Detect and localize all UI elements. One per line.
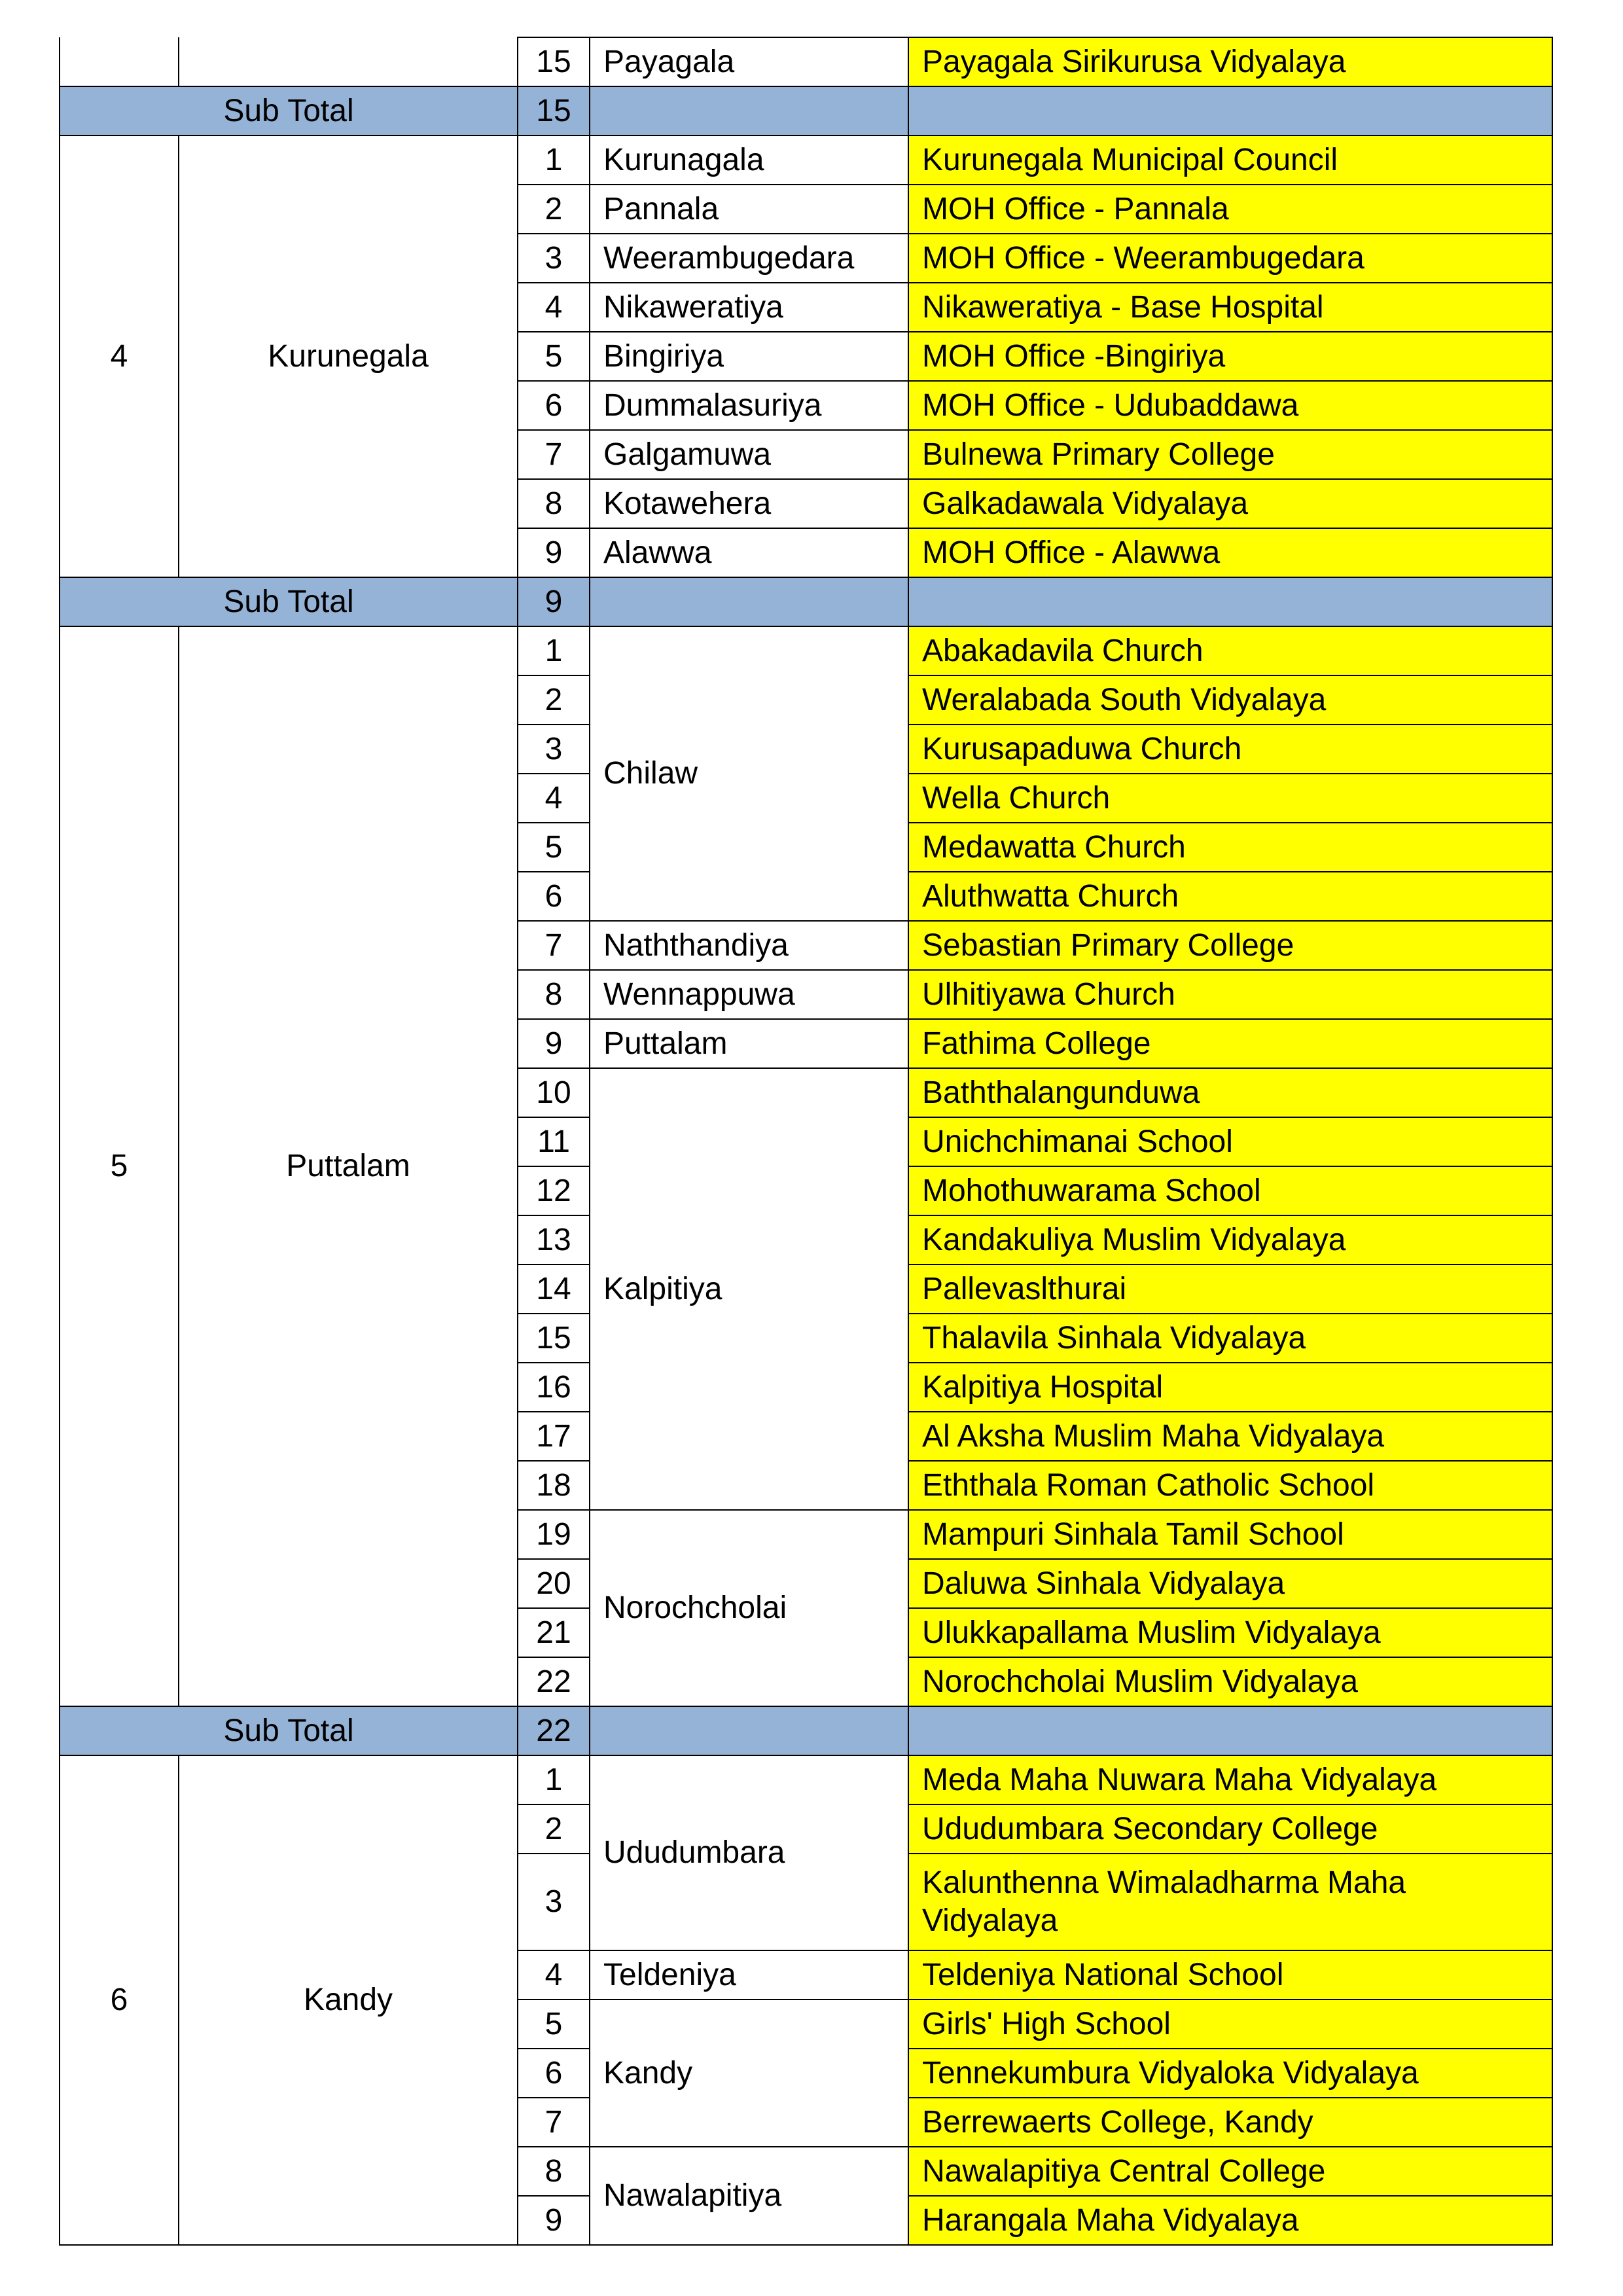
row-number: 6	[518, 872, 590, 921]
subtotal-row	[60, 86, 1552, 135]
blank-cell	[908, 1706, 1552, 1755]
table-row	[60, 37, 1552, 86]
location-cell: Abakadavila Church	[908, 626, 1552, 675]
location-cell: Meda Maha Nuwara Maha Vidyalaya	[908, 1755, 1552, 1804]
row-number: 12	[518, 1166, 590, 1215]
location-cell: Eththala Roman Catholic School	[908, 1461, 1552, 1510]
moh-area: Alawwa	[590, 528, 908, 577]
blank-cell	[590, 577, 908, 626]
row-number: 10	[518, 1068, 590, 1117]
location-cell: Medawatta Church	[908, 823, 1552, 872]
location-cell: Bulnewa Primary College	[908, 430, 1552, 479]
location-cell: Thalavila Sinhala Vidyalaya	[908, 1314, 1552, 1363]
row-number: 17	[518, 1412, 590, 1461]
row-number: 8	[518, 479, 590, 528]
table-row	[60, 135, 1552, 185]
table-row	[60, 626, 1552, 675]
row-number: 16	[518, 1363, 590, 1412]
row-number: 4	[518, 283, 590, 332]
row-number: 6	[518, 2049, 590, 2098]
moh-area: Pannala	[590, 185, 908, 234]
moh-area: Naththandiya	[590, 921, 908, 970]
moh-area: Kandy	[590, 2000, 908, 2147]
location-cell: Kandakuliya Muslim Vidyalaya	[908, 1215, 1552, 1265]
location-cell: MOH Office - Weerambugedara	[908, 234, 1552, 283]
row-number: 8	[518, 970, 590, 1019]
moh-area: Dummalasuriya	[590, 381, 908, 430]
moh-area: Weerambugedara	[590, 234, 908, 283]
row-number: 9	[518, 1019, 590, 1068]
location-cell: Nawalapitiya Central College	[908, 2147, 1552, 2196]
row-number: 13	[518, 1215, 590, 1265]
location-cell: MOH Office - Udubaddawa	[908, 381, 1552, 430]
location-cell: Ulukkapallama Muslim Vidyalaya	[908, 1608, 1552, 1657]
location-cell: Fathima College	[908, 1019, 1552, 1068]
location-cell: Aluthwatta Church	[908, 872, 1552, 921]
row-number: 20	[518, 1559, 590, 1608]
row-number: 6	[518, 381, 590, 430]
row-number: 15	[518, 37, 590, 86]
blank-cell	[590, 1706, 908, 1755]
row-number: 3	[518, 1854, 590, 1950]
location-cell: MOH Office -Bingiriya	[908, 332, 1552, 381]
subtotal-row	[60, 1706, 1552, 1755]
row-number: 7	[518, 2098, 590, 2147]
row-number: 3	[518, 725, 590, 774]
moh-area: Nikaweratiya	[590, 283, 908, 332]
row-number: 2	[518, 185, 590, 234]
blank-cell	[179, 37, 518, 86]
location-cell: Mohothuwarama School	[908, 1166, 1552, 1215]
moh-area: Kalpitiya	[590, 1068, 908, 1510]
row-number: 5	[518, 332, 590, 381]
location-cell: Harangala Maha Vidyalaya	[908, 2196, 1552, 2245]
location-cell: Kalpitiya Hospital	[908, 1363, 1552, 1412]
moh-area: Puttalam	[590, 1019, 908, 1068]
location-cell: MOH Office - Pannala	[908, 185, 1552, 234]
row-number: 18	[518, 1461, 590, 1510]
moh-area: Norochcholai	[590, 1510, 908, 1706]
blank-cell	[908, 86, 1552, 135]
location-cell: Weralabada South Vidyalaya	[908, 675, 1552, 725]
subtotal-value: 15	[518, 86, 590, 135]
vaccination-centers-table	[59, 37, 1553, 2246]
location-cell: Tennekumbura Vidyaloka Vidyalaya	[908, 2049, 1552, 2098]
blank-cell	[908, 577, 1552, 626]
row-number: 2	[518, 1804, 590, 1854]
row-number: 1	[518, 135, 590, 185]
location-cell: Unichchimanai School	[908, 1117, 1552, 1166]
row-number: 2	[518, 675, 590, 725]
moh-area: Bingiriya	[590, 332, 908, 381]
subtotal-label: Sub Total	[60, 86, 518, 135]
location-cell: Galkadawala Vidyalaya	[908, 479, 1552, 528]
moh-area: Teldeniya	[590, 1950, 908, 2000]
location-cell: Kurusapaduwa Church	[908, 725, 1552, 774]
row-number: 7	[518, 430, 590, 479]
table-row	[60, 1755, 1552, 1804]
blank-cell	[60, 37, 179, 86]
district-name: Puttalam	[179, 626, 518, 1706]
location-cell: MOH Office - Alawwa	[908, 528, 1552, 577]
subtotal-label: Sub Total	[60, 1706, 518, 1755]
row-number: 9	[518, 2196, 590, 2245]
location-cell: Kurunegala Municipal Council	[908, 135, 1552, 185]
moh-area: Ududumbara	[590, 1755, 908, 1950]
district-name: Kandy	[179, 1755, 518, 2245]
row-number: 19	[518, 1510, 590, 1559]
location-cell: Daluwa Sinhala Vidyalaya	[908, 1559, 1552, 1608]
moh-area: Kotawehera	[590, 479, 908, 528]
moh-area: Wennappuwa	[590, 970, 908, 1019]
district-name: Kurunegala	[179, 135, 518, 577]
district-id: 5	[60, 626, 179, 1706]
row-number: 5	[518, 2000, 590, 2049]
row-number: 4	[518, 774, 590, 823]
location-cell: Teldeniya National School	[908, 1950, 1552, 2000]
location-cell: Berrewaerts College, Kandy	[908, 2098, 1552, 2147]
row-number: 22	[518, 1657, 590, 1706]
location-cell: Girls' High School	[908, 2000, 1552, 2049]
location-cell: Kalunthenna Wimaladharma Maha Vidyalaya	[908, 1854, 1552, 1950]
subtotal-label: Sub Total	[60, 577, 518, 626]
subtotal-row	[60, 577, 1552, 626]
row-number: 1	[518, 1755, 590, 1804]
row-number: 8	[518, 2147, 590, 2196]
row-number: 15	[518, 1314, 590, 1363]
location-cell: Ulhitiyawa Church	[908, 970, 1552, 1019]
location-cell: Sebastian Primary College	[908, 921, 1552, 970]
location-cell: Al Aksha Muslim Maha Vidyalaya	[908, 1412, 1552, 1461]
moh-area: Chilaw	[590, 626, 908, 921]
district-id: 6	[60, 1755, 179, 2245]
moh-area: Nawalapitiya	[590, 2147, 908, 2245]
row-number: 5	[518, 823, 590, 872]
subtotal-value: 9	[518, 577, 590, 626]
row-number: 9	[518, 528, 590, 577]
location-cell: Payagala Sirikurusa Vidyalaya	[908, 37, 1552, 86]
location-cell: Pallevaslthurai	[908, 1265, 1552, 1314]
row-number: 1	[518, 626, 590, 675]
location-cell: Nikaweratiya - Base Hospital	[908, 283, 1552, 332]
moh-area: Payagala	[590, 37, 908, 86]
location-cell: Ududumbara Secondary College	[908, 1804, 1552, 1854]
subtotal-value: 22	[518, 1706, 590, 1755]
moh-area: Kurunagala	[590, 135, 908, 185]
row-number: 21	[518, 1608, 590, 1657]
location-cell: Wella Church	[908, 774, 1552, 823]
location-cell: Norochcholai Muslim Vidyalaya	[908, 1657, 1552, 1706]
row-number: 3	[518, 234, 590, 283]
location-cell: Baththalangunduwa	[908, 1068, 1552, 1117]
row-number: 4	[518, 1950, 590, 2000]
district-id: 4	[60, 135, 179, 577]
moh-area: Galgamuwa	[590, 430, 908, 479]
row-number: 11	[518, 1117, 590, 1166]
blank-cell	[590, 86, 908, 135]
row-number: 14	[518, 1265, 590, 1314]
location-cell: Mampuri Sinhala Tamil School	[908, 1510, 1552, 1559]
row-number: 7	[518, 921, 590, 970]
